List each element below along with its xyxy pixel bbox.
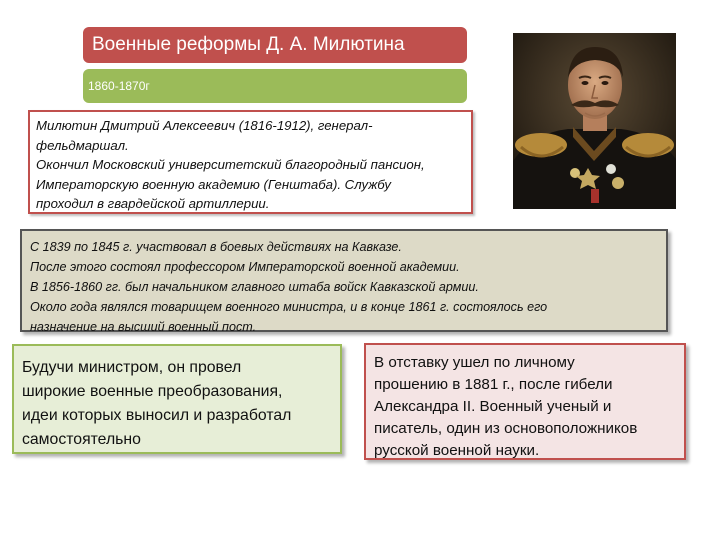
service-line: Около года являлся товарищем военного министра, и в конце 1861 г. состоялось его <box>30 300 548 314</box>
minister-line: самостоятельно <box>22 431 141 448</box>
retirement-box <box>364 343 686 460</box>
bio-line: Окончил Московский университетский благородный пансион, <box>36 157 425 172</box>
bio-line: проходил в гвардейской артиллерии. <box>36 196 270 211</box>
retirement-line: писатель, один из основоположников <box>374 420 638 437</box>
minister-line: широкие военные преобразования, <box>22 383 283 400</box>
service-line: С 1839 по 1845 г. участвовал в боевых действиях на Кавказе. <box>30 240 402 254</box>
portrait-image <box>513 33 676 209</box>
minister-line: Будучи министром, он провел <box>22 359 242 376</box>
bio-line: фельдмаршал. <box>36 137 129 153</box>
retirement-line: В отставку ушел по личному <box>374 354 575 371</box>
service-line: назначение на высший военный пост. <box>30 320 257 334</box>
biography-box <box>28 110 473 214</box>
portrait-of-general-icon <box>513 33 676 209</box>
service-box <box>20 229 668 332</box>
retirement-line: Александра II. Военный ученый и <box>374 398 612 415</box>
retirement-line: прошению в 1881 г., после гибели <box>374 376 613 393</box>
bio-line: (1816-1912), генерал- <box>235 118 373 133</box>
bio-line: Императорскую военную академию (Генштаба). Службу <box>36 176 392 192</box>
slide-title: Военные реформы Д. А. Милютина <box>92 34 405 55</box>
retirement-line: русской военной науки. <box>374 442 540 459</box>
service-line: После этого состоял профессором Императорской военной академии. <box>30 260 460 274</box>
minister-box <box>12 344 342 454</box>
bio-name: Милютин Дмитрий Алексеевич <box>36 118 236 133</box>
title-bar <box>83 27 467 63</box>
minister-line: идеи которых выносил и разработал <box>22 407 292 424</box>
period-label: 1860-1870г <box>88 79 150 93</box>
service-line: В 1856-1860 гг. был начальником главного штаба войск Кавказской армии. <box>30 280 479 294</box>
period-bar <box>83 69 467 103</box>
